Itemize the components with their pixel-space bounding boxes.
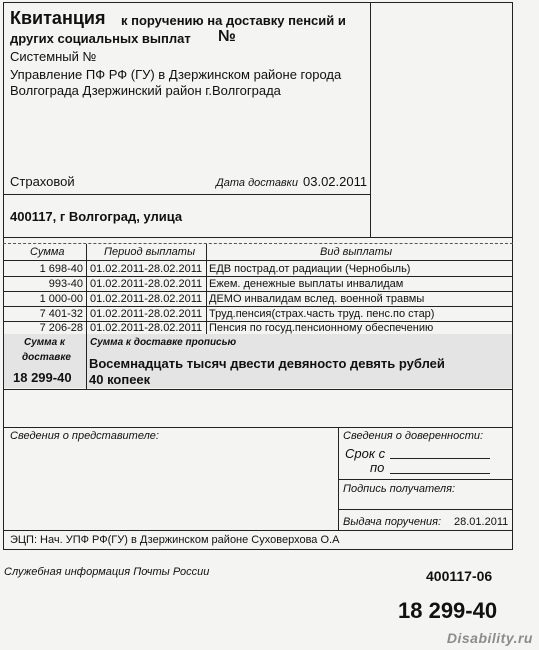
- table-header-sum: Сумма: [30, 246, 65, 258]
- table-row-sum: 7 401-32: [39, 308, 83, 320]
- delivery-date-label: Дата доставки: [216, 177, 298, 189]
- table-header-period: Период выплаты: [104, 246, 196, 258]
- org-name-line2: Волгограда Дзержинский район г.Волгограда: [10, 83, 281, 98]
- total-label-line2: доставке: [22, 352, 71, 363]
- issue-label: Выдача поручения:: [343, 516, 442, 528]
- table-header-top: [3, 243, 513, 244]
- total-col-divider: [86, 334, 87, 389]
- proxy-to-field[interactable]: [390, 473, 490, 474]
- table-row-type: Пенсия по госуд.пенсионному обеспечению: [209, 322, 434, 334]
- ecp-text: ЭЦП: Нач. УПФ РФ(ГУ) в Дзержинском районе Суховерхова О.А: [10, 534, 340, 546]
- recipient-divider: [3, 194, 370, 195]
- table-row-type: ЕДВ пострад.от радиации (Чернобыль): [209, 263, 411, 275]
- receipt-subtitle-line2: других социальных выплат: [10, 31, 191, 46]
- watermark: Disability.ru: [446, 630, 533, 646]
- table-row-type: ДЕМО инвалидам вслед. военной травмы: [209, 293, 425, 305]
- signature-divider: [338, 479, 513, 480]
- ecp-divider: [3, 530, 513, 531]
- system-number-label: Системный №: [10, 49, 97, 64]
- table-row-type: Ежем. денежные выплаты инвалидам: [209, 278, 404, 290]
- table-row-divider: [3, 276, 513, 277]
- proxy-from-label: Срок с: [345, 446, 386, 461]
- total-words-label: Сумма к доставке прописью: [90, 337, 237, 348]
- table-row-divider: [3, 291, 513, 292]
- table-row-divider: [3, 306, 513, 307]
- table-row-period: 01.02.2011-28.02.2011: [90, 263, 203, 275]
- org-name-line1: Управление ПФ РФ (ГУ) в Дзержинском районе города: [10, 67, 342, 82]
- representative-label: Сведения о представителе:: [10, 430, 159, 442]
- table-top-border: [3, 237, 513, 238]
- service-info-label: Служебная информация Почты России: [4, 566, 210, 578]
- total-words-line1: Восемнадцать тысяч двести девяносто девять рублей: [89, 356, 445, 371]
- table-row-period: 01.02.2011-28.02.2011: [90, 308, 203, 320]
- total-value: 18 299-40: [13, 370, 72, 385]
- total-words-line2: 40 копеек: [89, 372, 151, 387]
- issue-date: 28.01.2011: [454, 516, 509, 528]
- table-row-type: Труд.пенсия(страх.часть труд. пенс.по стар): [209, 308, 435, 320]
- table-row-sum: 993-40: [48, 278, 83, 290]
- recipient-address: 400117, г Волгоград, улица: [10, 209, 183, 224]
- table-row-sum: 1 698-40: [39, 263, 83, 275]
- table-row-period: 01.02.2011-28.02.2011: [90, 322, 203, 334]
- insurance-label: Страховой: [10, 174, 75, 189]
- receipt-number-sign: №: [218, 28, 236, 45]
- proxy-from-field[interactable]: [390, 458, 490, 459]
- signature-label: Подпись получателя:: [343, 483, 456, 495]
- table-header-bottom: [3, 260, 513, 261]
- postal-code: 400117-06: [426, 568, 493, 584]
- delivery-date: 03.02.2011: [303, 174, 368, 189]
- receipt-title: Квитанция: [10, 8, 106, 28]
- issue-divider: [338, 509, 513, 510]
- table-header-type: Вид выплаты: [320, 246, 393, 258]
- total-label-line1: Сумма к: [24, 337, 65, 348]
- footer-amount: 18 299-40: [398, 598, 498, 623]
- info-section-top: [3, 427, 513, 428]
- total-bottom-border: [3, 389, 513, 390]
- receipt-subtitle-line1: к поручению на доставку пенсий и: [121, 13, 346, 28]
- stamp-area: [370, 2, 513, 237]
- proxy-label: Сведения о доверенности:: [343, 430, 484, 442]
- table-row-sum: 7 206-28: [39, 322, 83, 334]
- table-row-period: 01.02.2011-28.02.2011: [90, 293, 203, 305]
- table-row-sum: 1 000-00: [39, 293, 83, 305]
- table-row-period: 01.02.2011-28.02.2011: [90, 278, 203, 290]
- proxy-to-label: по: [370, 460, 385, 475]
